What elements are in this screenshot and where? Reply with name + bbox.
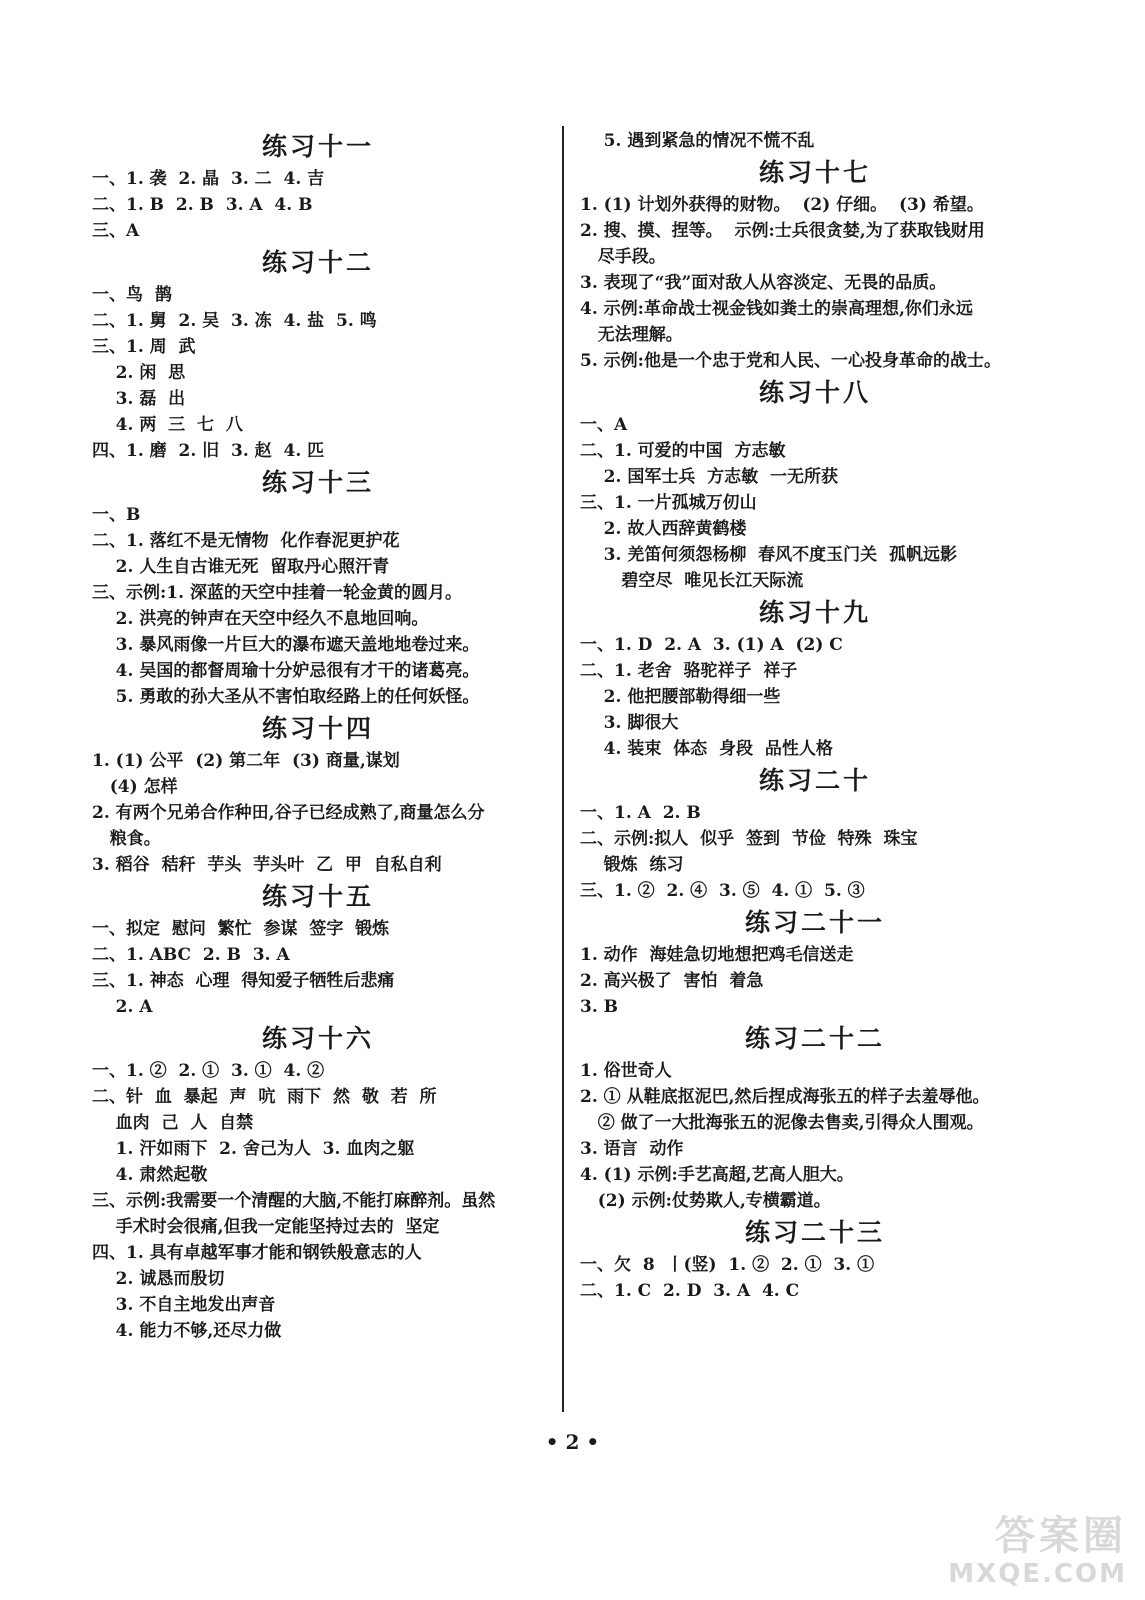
section-title: 练习十三 bbox=[261, 468, 374, 497]
answer-line: 3. 不自主地发出声音 bbox=[92, 1295, 276, 1315]
answer-line: 二、1. 落红不是无情物 化作春泥更护花 bbox=[92, 531, 400, 551]
answer-line: 4. 能力不够,还尽力做 bbox=[92, 1321, 282, 1341]
answer-line: 三、示例:我需要一个清醒的大脑,不能打麻醉剂。虽然 bbox=[92, 1191, 496, 1211]
answer-line: 三、示例:1. 深蓝的天空中挂着一轮金黄的圆月。 bbox=[92, 583, 462, 603]
answer-line: 2. 搜、摸、捏等。 示例:士兵很贪婪,为了获取钱财用 bbox=[580, 221, 985, 241]
answer-line: 2. A bbox=[92, 997, 153, 1017]
answer-line: 二、1. ABC 2. B 3. A bbox=[92, 945, 290, 965]
section-title: 练习十六 bbox=[261, 1024, 374, 1053]
watermark-bottom: MXQE.COM bbox=[948, 1559, 1127, 1589]
answer-line: 5. 勇敢的孙大圣从不害怕取经路上的任何妖怪。 bbox=[92, 687, 480, 707]
answer-line: 一、鸟 鹊 bbox=[92, 285, 172, 305]
answer-line: 一、A bbox=[580, 415, 628, 435]
answer-line: 4. (1) 示例:手艺高超,艺高人胆大。 bbox=[580, 1165, 854, 1185]
answer-line: 粮食。 bbox=[92, 829, 161, 849]
answer-line: 三、A bbox=[92, 221, 140, 241]
answer-line: 三、1. 周 武 bbox=[92, 337, 196, 357]
answer-line: 血肉 己 人 自禁 bbox=[92, 1113, 254, 1133]
answer-line: 一、欠 8 丨(竖) 1. ② 2. ① 3. ① bbox=[580, 1255, 875, 1275]
answer-line: 二、1. B 2. B 3. A 4. B bbox=[92, 195, 313, 215]
answer-line: 3. 羌笛何须怨杨柳 春风不度玉门关 孤帆远影 bbox=[580, 545, 958, 565]
answer-line: 二、1. 可爱的中国 方志敏 bbox=[580, 441, 786, 461]
answer-line: 1. 动作 海娃急切地想把鸡毛信送走 bbox=[580, 945, 854, 965]
answer-line: 三、1. 一片孤城万仞山 bbox=[580, 493, 757, 513]
answer-line: 2. 人生自古谁无死 留取丹心照汗青 bbox=[92, 557, 390, 577]
answer-line: 一、B bbox=[92, 505, 141, 525]
answer-line: 二、1. C 2. D 3. A 4. C bbox=[580, 1281, 800, 1301]
section-title: 练习十四 bbox=[261, 714, 374, 743]
answer-line: (2) 示例:仗势欺人,专横霸道。 bbox=[580, 1191, 831, 1211]
section-title: 练习二十二 bbox=[744, 1024, 885, 1053]
answer-line: 1. (1) 公平 (2) 第二年 (3) 商量,谋划 bbox=[92, 751, 400, 771]
answer-line: 二、示例:拟人 似乎 签到 节俭 特殊 珠宝 bbox=[580, 829, 918, 849]
answer-line: 2. 故人西辞黄鹤楼 bbox=[580, 519, 747, 539]
column-divider bbox=[562, 126, 564, 1412]
answer-line: 碧空尽 唯见长江天际流 bbox=[580, 571, 804, 591]
answer-line: 3. 脚很大 bbox=[580, 713, 679, 733]
answer-line: 无法理解。 bbox=[580, 325, 683, 345]
answer-line: 2. 他把腰部勒得细一些 bbox=[580, 687, 781, 707]
section-title: 练习二十 bbox=[758, 766, 871, 795]
answer-line: 2. 诚恳而殷切 bbox=[92, 1269, 225, 1289]
section-title: 练习二十三 bbox=[744, 1218, 885, 1247]
answer-line: 四、1. 磨 2. 旧 3. 赵 4. 匹 bbox=[92, 441, 325, 461]
answer-line: 4. 吴国的都督周瑜十分妒忌很有才干的诸葛亮。 bbox=[92, 661, 480, 681]
answer-line: 3. 稻谷 秸秆 芋头 芋头叶 乙 甲 自私自利 bbox=[92, 855, 442, 875]
answer-line: 3. B bbox=[580, 997, 619, 1017]
answer-line: 3. 表现了“我”面对敌人从容淡定、无畏的品质。 bbox=[580, 273, 947, 293]
answer-line: 4. 装束 体态 身段 品性人格 bbox=[580, 739, 833, 759]
answer-line: 二、1. 老舍 骆驼祥子 祥子 bbox=[580, 661, 798, 681]
watermark-logo bbox=[927, 1512, 1127, 1592]
section-title: 练习十二 bbox=[261, 248, 374, 277]
answer-line: 一、1. 袭 2. 晶 3. 二 4. 吉 bbox=[92, 169, 325, 189]
section-title: 练习十八 bbox=[758, 378, 871, 407]
answer-line: 2. 洪亮的钟声在天空中经久不息地回响。 bbox=[92, 609, 429, 629]
answer-line: 1. (1) 计划外获得的财物。 (2) 仔细。 (3) 希望。 bbox=[580, 195, 984, 215]
answer-line: 5. 示例:他是一个忠于党和人民、一心投身革命的战士。 bbox=[580, 351, 1001, 371]
section-title: 练习十五 bbox=[261, 882, 374, 911]
section-title: 练习十一 bbox=[261, 132, 374, 161]
answer-line: 三、1. 神态 心理 得知爱子牺牲后悲痛 bbox=[92, 971, 395, 991]
answer-line: 一、1. ② 2. ① 3. ① 4. ② bbox=[92, 1061, 325, 1081]
answer-line: 手术时会很痛,但我一定能坚持过去的 坚定 bbox=[92, 1217, 440, 1237]
answer-line: 2. 高兴极了 害怕 着急 bbox=[580, 971, 764, 991]
left-column bbox=[92, 128, 544, 1344]
section-title: 练习十九 bbox=[758, 598, 871, 627]
right-column bbox=[580, 128, 1050, 1304]
answer-line: 2. 闲 思 bbox=[92, 363, 186, 383]
section-title: 练习二十一 bbox=[744, 908, 885, 937]
answer-line: 二、针 血 暴起 声 吭 雨下 然 敬 若 所 bbox=[92, 1087, 437, 1107]
answer-line: 尽手段。 bbox=[580, 247, 666, 267]
answer-line: 一、拟定 慰问 繁忙 参谋 签字 锻炼 bbox=[92, 919, 390, 939]
answer-line: 锻炼 练习 bbox=[580, 855, 684, 875]
answer-line: 2. 国军士兵 方志敏 一无所获 bbox=[580, 467, 839, 487]
answer-line: 3. 暴风雨像一片巨大的瀑布遮天盖地地卷过来。 bbox=[92, 635, 480, 655]
watermark-top: 答案圈 bbox=[995, 1513, 1127, 1559]
answer-line: 三、1. ② 2. ④ 3. ⑤ 4. ① 5. ③ bbox=[580, 881, 865, 901]
answer-line: 二、1. 舅 2. 吴 3. 冻 4. 盐 5. 鸣 bbox=[92, 311, 377, 331]
answer-line: 4. 示例:革命战士视金钱如粪土的崇高理想,你们永远 bbox=[580, 299, 973, 319]
answer-line: 2. 有两个兄弟合作种田,谷子已经成熟了,商量怎么分 bbox=[92, 803, 485, 823]
answer-line: 5. 遇到紧急的情况不慌不乱 bbox=[580, 131, 815, 151]
answer-line: 一、1. A 2. B bbox=[580, 803, 701, 823]
page-number: • 2 • bbox=[545, 1430, 600, 1454]
answer-line: 四、1. 具有卓越军事才能和钢铁般意志的人 bbox=[92, 1243, 422, 1263]
answer-line: (4) 怎样 bbox=[92, 777, 178, 797]
answer-line: ② 做了一大批海张五的泥像去售卖,引得众人围观。 bbox=[580, 1113, 984, 1133]
answer-line: 2. ① 从鞋底抠泥巴,然后捏成海张五的样子去羞辱他。 bbox=[580, 1087, 990, 1107]
answer-line: 1. 俗世奇人 bbox=[580, 1061, 672, 1081]
answer-line: 4. 两 三 七 八 bbox=[92, 415, 243, 435]
answer-line: 3. 磊 出 bbox=[92, 389, 186, 409]
section-title: 练习十七 bbox=[758, 158, 871, 187]
answer-line: 3. 语言 动作 bbox=[580, 1139, 684, 1159]
answer-line: 4. 肃然起敬 bbox=[92, 1165, 208, 1185]
answer-line: 一、1. D 2. A 3. (1) A (2) C bbox=[580, 635, 843, 655]
answer-line: 1. 汗如雨下 2. 舍己为人 3. 血肉之躯 bbox=[92, 1139, 415, 1159]
